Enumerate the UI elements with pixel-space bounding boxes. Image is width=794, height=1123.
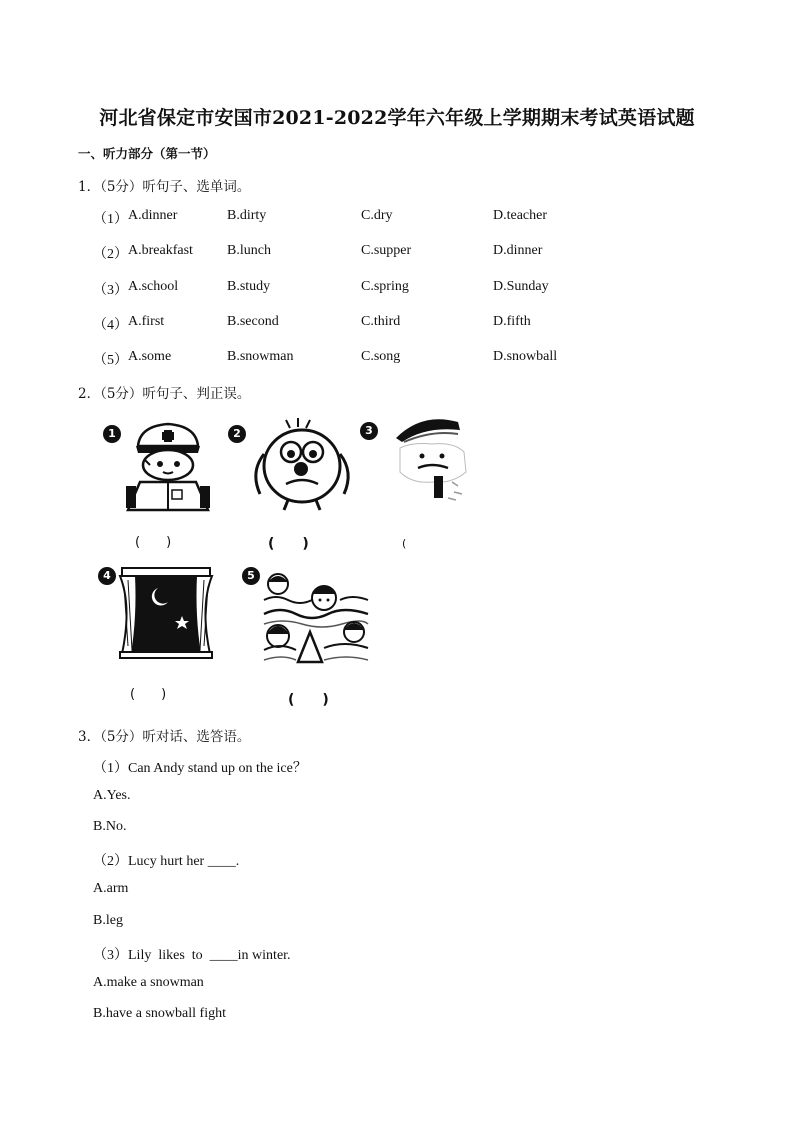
- night-window-icon: [118, 566, 214, 660]
- option-a[interactable]: A.breakfast: [128, 243, 193, 258]
- question-3-prompt: 3．（5分）听对话、选答语。: [78, 729, 251, 745]
- choice-b[interactable]: B.No.: [93, 819, 127, 834]
- choice-b[interactable]: B.have a snowball fight: [93, 1006, 226, 1021]
- confused-face-icon: [248, 414, 356, 514]
- option-a[interactable]: A.some: [128, 349, 172, 364]
- snowman-icon: [392, 412, 472, 502]
- answer-blank[interactable]: ( ): [135, 535, 172, 550]
- item-number: （3）: [93, 283, 128, 298]
- swimming-kids-icon: [262, 570, 372, 666]
- choice-a[interactable]: A.Yes.: [93, 788, 131, 803]
- choice-a[interactable]: A.make a snowman: [93, 975, 204, 990]
- sub-question-3: （3）Lily likes to ____in winter.: [93, 948, 291, 963]
- doctor-icon: [122, 420, 214, 512]
- question-1-prompt: 1．（5分）听句子、选单词。: [78, 179, 251, 195]
- option-a[interactable]: A.first: [128, 314, 165, 329]
- item-number: （4）: [93, 318, 128, 333]
- option-c[interactable]: C.dry: [361, 208, 393, 223]
- option-a[interactable]: A.school: [128, 279, 179, 294]
- option-c[interactable]: C.third: [361, 314, 401, 329]
- option-c[interactable]: C.supper: [361, 243, 412, 258]
- question-2-prompt: 2．（5分）听句子、判正误。: [78, 386, 251, 402]
- option-b[interactable]: B.second: [227, 314, 279, 329]
- option-d[interactable]: D.Sunday: [493, 279, 549, 294]
- item-number: （2）: [93, 247, 128, 262]
- item-number: （5）: [93, 353, 128, 368]
- sub-question-1: （1）Can Andy stand up on the ice？: [93, 761, 307, 776]
- option-d[interactable]: D.snowball: [493, 349, 558, 364]
- picture-number: 3: [360, 422, 378, 440]
- answer-blank[interactable]: (: [402, 537, 407, 550]
- option-b[interactable]: B.dirty: [227, 208, 267, 223]
- section-heading: 一、听力部分（第一节）: [78, 146, 216, 161]
- item-number: （1）: [93, 212, 128, 227]
- option-b[interactable]: B.study: [227, 279, 271, 294]
- answer-blank[interactable]: ( ): [288, 692, 329, 708]
- picture-number: 1: [103, 425, 121, 443]
- option-c[interactable]: C.song: [361, 349, 401, 364]
- picture-number: 2: [228, 425, 246, 443]
- option-d[interactable]: D.fifth: [493, 314, 531, 329]
- picture-number: 4: [98, 567, 116, 585]
- option-d[interactable]: D.teacher: [493, 208, 548, 223]
- option-b[interactable]: B.lunch: [227, 243, 271, 258]
- option-b[interactable]: B.snowman: [227, 349, 294, 364]
- option-d[interactable]: D.dinner: [493, 243, 543, 258]
- choice-a[interactable]: A.arm: [93, 881, 129, 896]
- picture-number: 5: [242, 567, 260, 585]
- option-c[interactable]: C.spring: [361, 279, 409, 294]
- answer-blank[interactable]: ( ): [268, 536, 309, 552]
- sub-question-2: （2）Lucy hurt her ____.: [93, 854, 240, 869]
- option-a[interactable]: A.dinner: [128, 208, 178, 223]
- choice-b[interactable]: B.leg: [93, 913, 123, 928]
- answer-blank[interactable]: ( ): [130, 687, 167, 702]
- page-title: 河北省保定市安国市2021-2022学年六年级上学期期末考试英语试题: [99, 107, 695, 129]
